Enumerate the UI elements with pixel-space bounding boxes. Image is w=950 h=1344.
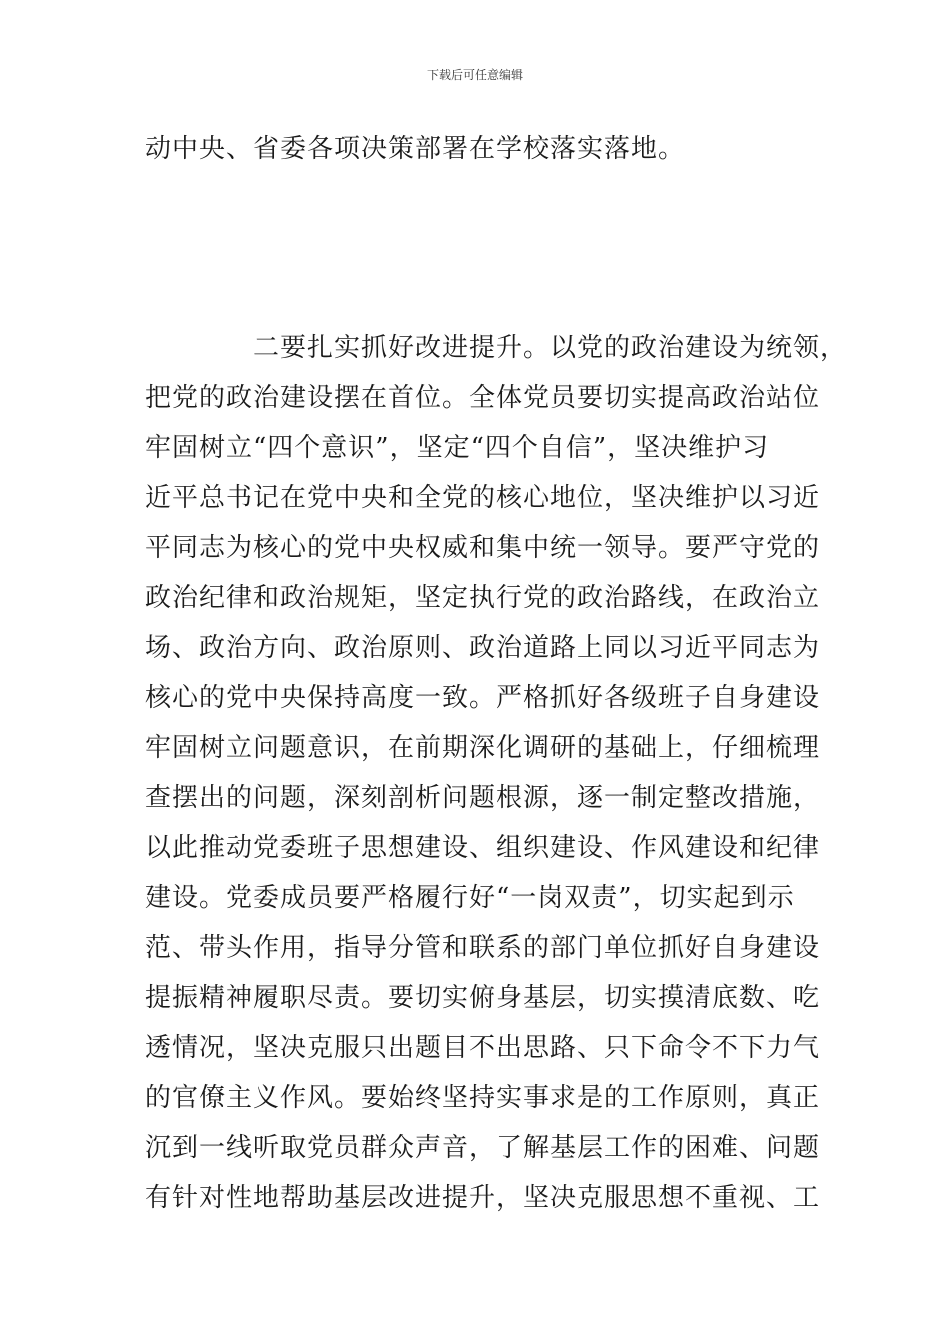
paragraph-line: 沉到一线听取党员群众声音，了解基层工作的困难、问题 [145, 1133, 821, 1163]
paragraph-line: 政治纪律和政治规矩，坚定执行党的政治路线，在政治立 [145, 583, 821, 613]
paragraph-line: 建设。党委成员要严格履行好“一岗双责”，切实起到示 [145, 883, 795, 913]
paragraph-line: 范、带头作用，指导分管和联系的部门单位抓好自身建设 [145, 933, 821, 963]
paragraph-line: 牢固树立“四个意识”，坚定“四个自信”，坚决维护习 [145, 433, 770, 463]
paragraph-line: 透情况，坚决克服只出题目不出思路、只下命令不下力气 [145, 1033, 821, 1063]
paragraph-line: 把党的政治建设摆在首位。全体党员要切实提高政治站位 [145, 383, 821, 413]
paragraph-line: 提振精神履职尽责。要切实俯身基层，切实摸清底数、吃 [145, 983, 821, 1013]
paragraph-line: 近平总书记在党中央和全党的核心地位，坚决维护以习近 [145, 483, 821, 513]
paragraph-line: 查摆出的问题，深刻剖析问题根源，逐一制定整改措施， [145, 783, 821, 813]
paragraph-line: 的官僚主义作风。要始终坚持实事求是的工作原则，真正 [145, 1083, 821, 1113]
paragraph-line: 有针对性地帮助基层改进提升，坚决克服思想不重视、工 [145, 1183, 821, 1213]
paragraph-line: 核心的党中央保持高度一致。严格抓好各级班子自身建设 [145, 683, 821, 713]
paragraph-line: 以此推动党委班子思想建设、组织建设、作风建设和纪律 [145, 833, 821, 863]
paragraph-line: 平同志为核心的党中央权威和集中统一领导。要严守党的 [145, 533, 821, 563]
paragraph-line: 二要扎实抓好改进提升。以党的政治建设为统领， [145, 333, 848, 363]
paragraph-line: 场、政治方向、政治原则、政治道路上同以习近平同志为 [145, 633, 821, 663]
paragraph-line: 牢固树立问题意识，在前期深化调研的基础上，仔细梳理 [145, 733, 821, 763]
text-line-continuation: 动中央、省委各项决策部署在学校落实落地。 [145, 134, 686, 164]
page-header: 下载后可任意编辑 [426, 68, 523, 82]
